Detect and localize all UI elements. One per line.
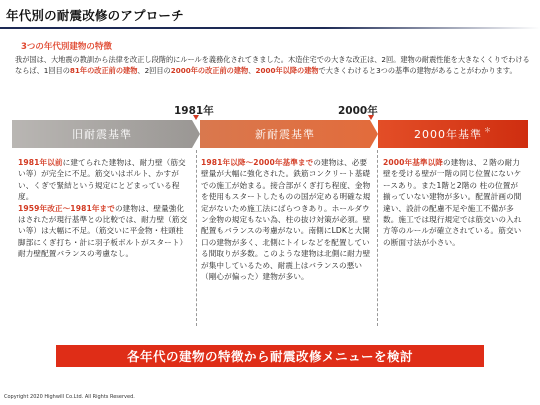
column-old-standard bbox=[18, 157, 188, 260]
intro-text-3: 、 bbox=[248, 66, 256, 75]
intro-highlight-1: 81年の改正前の建物 bbox=[69, 66, 138, 75]
band-old-label: 旧耐震基準 bbox=[72, 128, 132, 141]
band-2000-label: 2000年基準 bbox=[414, 128, 482, 141]
title-rule bbox=[0, 27, 540, 29]
band-new-label: 新耐震基準 bbox=[255, 128, 315, 141]
column-divider bbox=[377, 150, 378, 326]
year-label-1981: 1981年 bbox=[174, 105, 214, 117]
col1-highlight-1: 1981年以前 bbox=[18, 158, 63, 167]
band-new-standard bbox=[200, 120, 370, 148]
band-2000-standard bbox=[378, 120, 528, 148]
intro-text-4: で大きくわけると3つの基準の建物があることがわかります。 bbox=[318, 66, 517, 75]
col1-text-2: の建物は、壁量強化はされたが現行基準との比較では、耐力壁（筋交い等）は大幅に不足。（筋交いに平金物・柱頭柱脚部にくぎ打ち・計に羽子板ボルトがスタート）耐力壁配置バランスの考慮なし。 bbox=[18, 203, 188, 259]
column-divider bbox=[196, 150, 197, 326]
section-subtitle: 3つの年代別建物の特徴 bbox=[21, 42, 112, 52]
col1-highlight-2: 1959年改正～1981年まで bbox=[18, 203, 115, 213]
intro-text-1: 我が国は、大地震の教訓から法律を改正し段階的にルールを義務化されてきました。木造住宅での大きな改正は、2回。建物の耐震性能を大きなくくりでわけるならば、1回目の bbox=[15, 55, 530, 75]
band-old-standard bbox=[12, 120, 192, 148]
copyright-text: Copyright 2020 Highwill Co.Ltd. All Rights Reserved. bbox=[4, 394, 135, 400]
year-label-2000: 2000年 bbox=[338, 105, 378, 117]
col2-text-1: の建物は、必要壁量が大幅に強化された。鉄筋コンクリート基礎での施工が始まる。接合部がくぎ打ち程度、金物を使用もスタートしたものの国が定める明確な規定がないため施工法にばらつきあり。ホールダウン金物の規定もない為、柱の抜け対策が必須。壁配置もバランスの考慮がない。南側にLDKと大開口の建物が多く、北側にトイレなどを配置している間取りが多数。このような建物は北側に耐力壁が集中しているため、耐震上はバランスの悪い（剛心が偏った）建物が多い。 bbox=[201, 158, 371, 282]
band-2000-star: ＊ bbox=[484, 126, 492, 134]
column-2000-standard bbox=[383, 157, 525, 248]
band-arrow-icon bbox=[192, 120, 200, 148]
intro-highlight-2: 2000年の改正前の建物 bbox=[170, 66, 249, 75]
col3-text-1: の建物は、２階の耐力壁を受ける壁が一階の同じ位置にないケースあり。また1階と2階の 柱の位置が揃っていない建物が多い。配置計画の間違い、設計の配慮不足や施工不備が多数。施工では現行規定では筋交いの入れ方等のルールが確立されている。筋交いの断面寸法が小さい。 bbox=[383, 158, 522, 247]
conclusion-banner: 各年代の建物の特徴から耐震改修メニューを検討 bbox=[56, 345, 484, 367]
col3-highlight-1: 2000年基準以降 bbox=[383, 158, 444, 167]
page-title: 年代別の耐震改修のアプローチ bbox=[6, 8, 184, 23]
intro-text-2: 、2回目の bbox=[137, 66, 171, 75]
standards-band bbox=[0, 120, 540, 148]
col1-text-1: に建てられた建物は、耐力壁（筋交い等）が完全に不足。筋交いはボルト、かすがい、くぎで緊結という規定にとどまっている程度。 bbox=[18, 158, 186, 202]
column-new-standard bbox=[201, 157, 371, 282]
intro-highlight-3: 2000年以降の建物 bbox=[255, 66, 319, 75]
band-arrow-icon bbox=[370, 120, 378, 148]
col2-highlight-1: 1981年以降～2000年基準まで bbox=[201, 158, 314, 167]
intro-paragraph bbox=[15, 54, 530, 76]
